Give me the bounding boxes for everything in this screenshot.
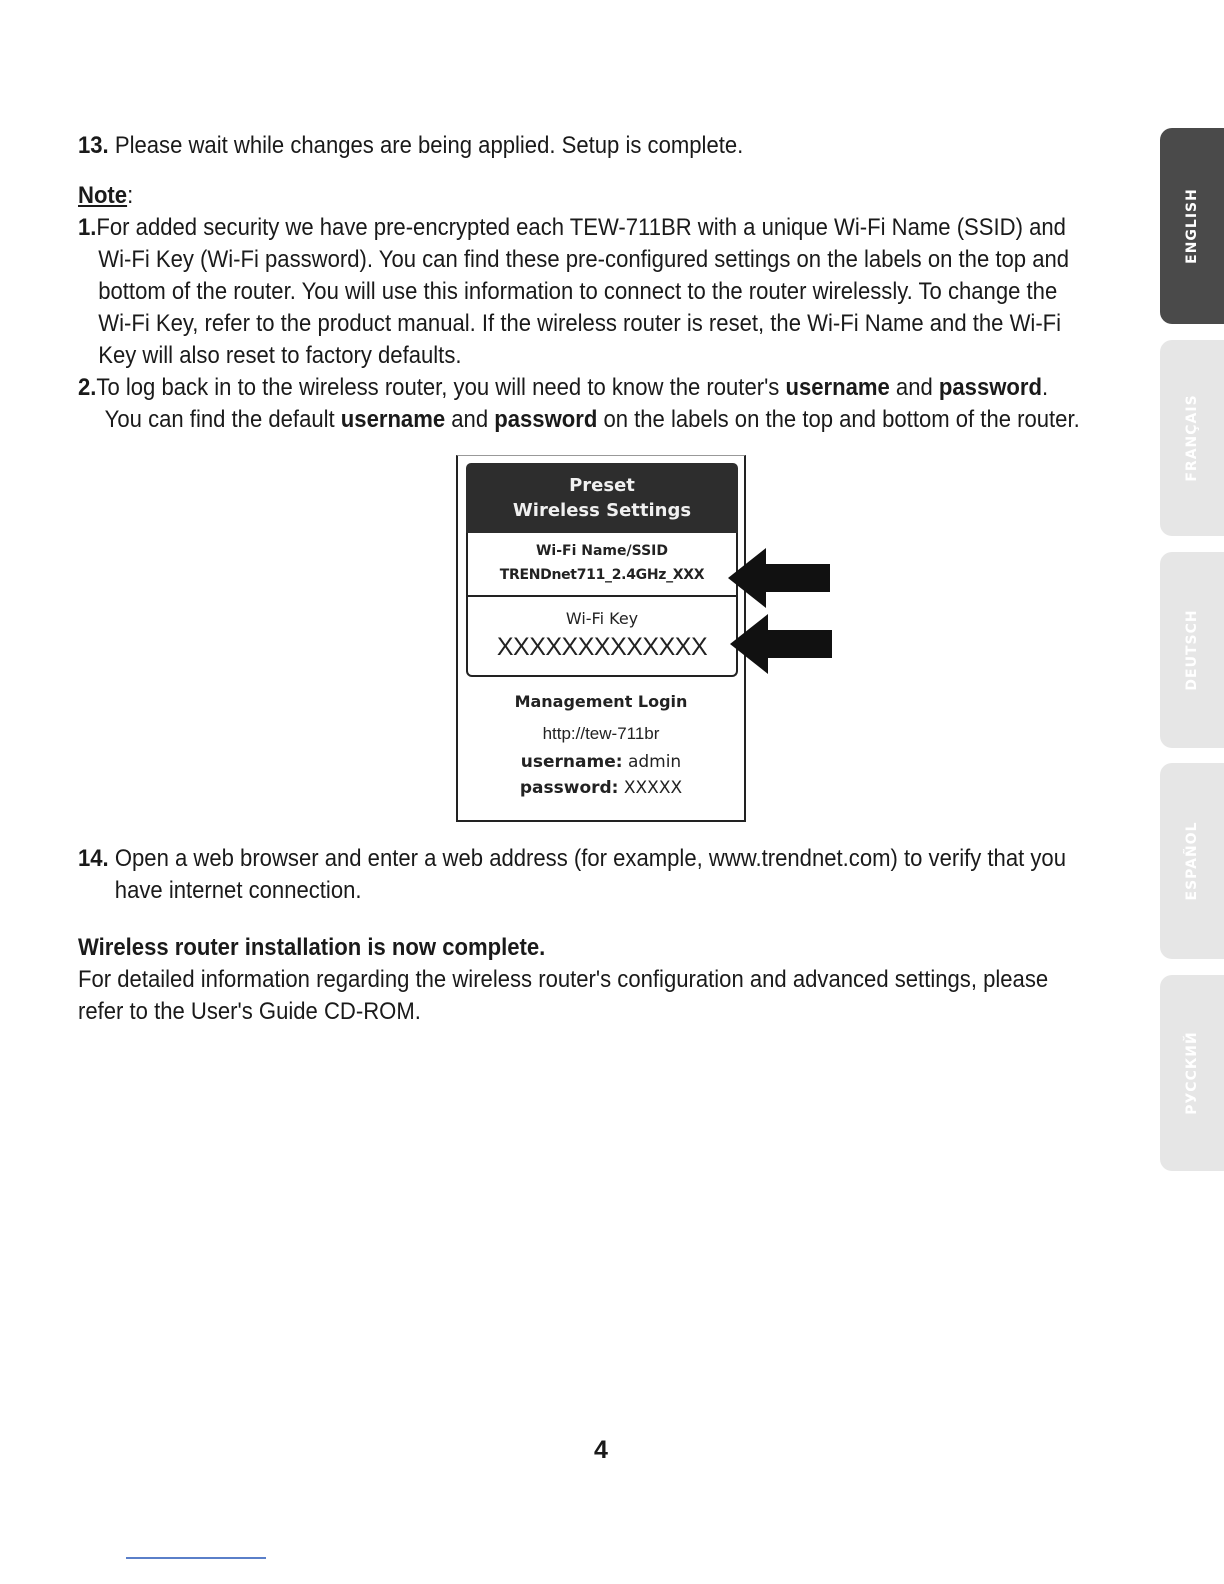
note-heading-text: Note	[78, 182, 128, 209]
username-value: admin	[627, 752, 682, 772]
note-heading	[78, 180, 133, 212]
password-row	[458, 778, 744, 798]
username-row	[458, 752, 744, 772]
completion-section	[78, 932, 1136, 1028]
note-text: on the labels on the top and bottom of the router.	[597, 406, 1080, 433]
password-key: password:	[519, 778, 619, 798]
note-text: and	[445, 406, 495, 433]
page-number: 4	[594, 1436, 608, 1464]
note-bold-username: username	[785, 374, 890, 401]
wifi-settings-box	[466, 533, 738, 677]
step-text: Open a web browser and enter a web address (for example, www.trendnet.com) to verify that you	[114, 845, 1066, 872]
ssid-section	[468, 533, 736, 597]
ssid-value: TRENDnet711_2.4GHz_XXX	[499, 567, 705, 583]
label-header-line: Preset	[569, 475, 635, 496]
lang-tab-english	[1160, 128, 1224, 324]
ssid-label: Wi-Fi Name/SSID	[535, 543, 668, 559]
note-item-line	[78, 212, 1136, 244]
username-key: username:	[520, 752, 623, 772]
lang-tab-label: ENGLISH	[1184, 188, 1200, 264]
completion-heading: Wireless router installation is now complete.	[78, 934, 546, 961]
completion-text: For detailed information regarding the wireless router's configuration and advanced settings, please	[78, 966, 1049, 993]
step-number: 13.	[78, 132, 109, 159]
completion-text: refer to the User's Guide CD-ROM.	[78, 998, 421, 1025]
wifi-key-value: XXXXXXXXXXXXX	[496, 633, 708, 661]
lang-tab-label: DEUTSCH	[1184, 609, 1200, 691]
note-item-line: Wi-Fi Key (Wi-Fi password). You can find these pre-configured settings on the labels on the top and	[98, 246, 1070, 273]
management-login-title: Management Login	[514, 692, 688, 711]
note-text: .	[1041, 374, 1049, 401]
step-line	[78, 843, 1136, 875]
lang-tab-espanol	[1160, 763, 1224, 959]
note-bold-username: username	[340, 406, 446, 433]
note-item-line	[78, 404, 1136, 436]
note-item-text: For added security we have pre-encrypted each TEW-711BR with a unique Wi-Fi Name (SSID) and	[96, 214, 1066, 241]
note-colon: :	[127, 182, 134, 209]
router-label-illustration	[456, 455, 746, 822]
note-text: You can find the default	[104, 406, 341, 433]
ssid-pointer-arrow-icon	[726, 546, 834, 610]
footer-rule	[126, 1557, 266, 1559]
note-item-number: 2.	[78, 374, 97, 401]
wifi-key-label: Wi-Fi Key	[565, 609, 639, 628]
step-text: Please wait while changes are being applied. Setup is complete.	[114, 132, 744, 159]
lang-tab-label: ESPAÑOL	[1184, 821, 1200, 901]
step-number: 14.	[78, 845, 109, 872]
note-text: To log back in to the wireless router, you will need to know the router's	[96, 374, 786, 401]
step-13	[78, 130, 1136, 162]
lang-tab-label: FRANÇAIS	[1184, 394, 1200, 482]
note-text: and	[889, 374, 939, 401]
lang-tab-russian	[1160, 975, 1224, 1171]
lang-tab-francais	[1160, 340, 1224, 536]
management-url: http://tew-711br	[542, 724, 660, 743]
note-item-line: bottom of the router. You will use this information to connect to the router wirelessly. To change the	[98, 278, 1058, 305]
note-item-number: 1.	[78, 214, 97, 241]
label-header-line: Wireless Settings	[512, 500, 692, 521]
password-value: XXXXX	[623, 778, 683, 798]
label-header	[466, 463, 738, 533]
key-pointer-arrow-icon	[728, 612, 836, 676]
step-14	[78, 843, 1136, 907]
lang-tab-label: РУССКИЙ	[1184, 1031, 1200, 1115]
note-bold-password: password	[938, 374, 1042, 401]
note-item-1	[78, 212, 1136, 372]
note-item-2	[78, 372, 1136, 436]
step-line: have internet connection.	[114, 877, 362, 904]
note-bold-password: password	[494, 406, 598, 433]
note-item-line: Key will also reset to factory defaults.	[98, 342, 462, 369]
lang-tab-deutsch	[1160, 552, 1224, 748]
note-item-line	[78, 372, 1136, 404]
note-item-line: Wi-Fi Key, refer to the product manual. If the wireless router is reset, the Wi-Fi Name and the Wi-Fi	[98, 310, 1062, 337]
